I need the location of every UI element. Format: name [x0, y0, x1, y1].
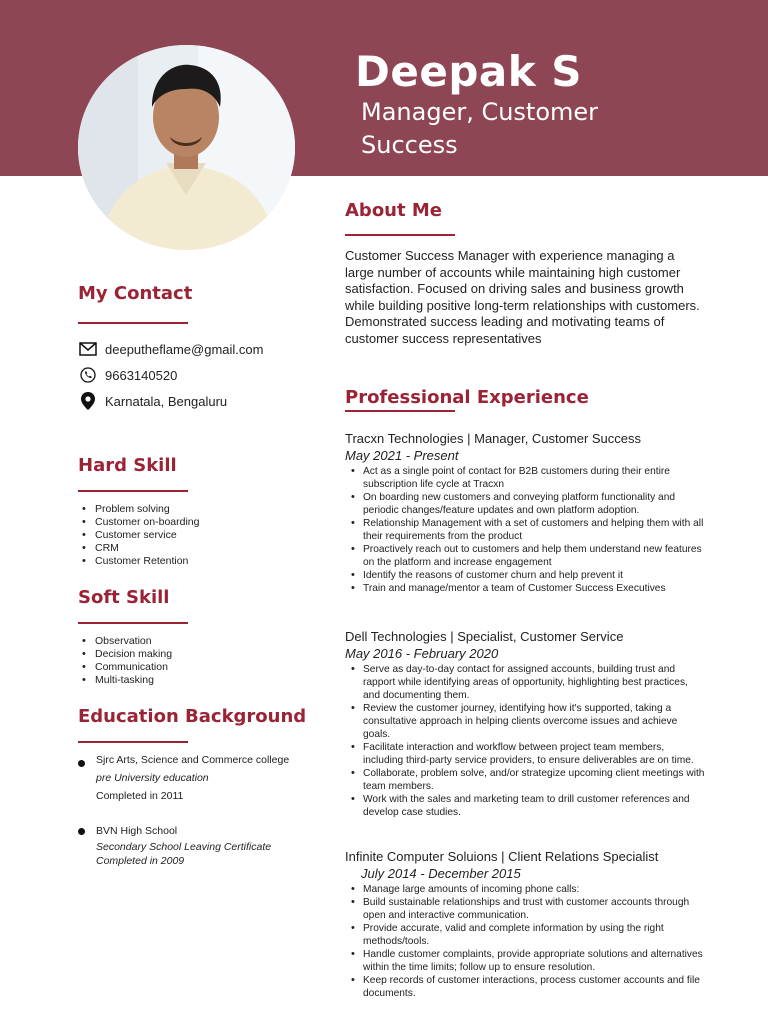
list-item: • Work with the sales and marketing team to drill customer references and develop case studies.: [345, 793, 705, 819]
person-role: Manager, Customer Success: [361, 98, 599, 159]
list-item: • Manage large amounts of incoming phone calls:: [345, 883, 705, 896]
hard-skill-list: [78, 503, 318, 568]
list-item: • Keep records of customer interactions, process customer accounts and file documents.: [345, 974, 705, 1000]
job-title: Infinite Computer Soluions | Client Relations Specialist: [345, 849, 659, 864]
contact-email[interactable]: [78, 339, 263, 359]
job-entry: [345, 848, 705, 1000]
soft-skill-divider: [78, 622, 188, 624]
list-item: • Decision making: [78, 648, 318, 661]
education-divider: [78, 741, 188, 743]
job-title: Tracxn Technologies | Manager, Customer Success: [345, 431, 642, 446]
list-item: • Act as a single point of contact for B2B customers during their entire subscription life cycle at Tracxn: [345, 465, 705, 491]
list-item: • Facilitate interaction and workflow between project team members, including third-party service providers, to ensure deliverables are on time.: [345, 741, 705, 767]
job-entry: [345, 430, 705, 595]
list-item: • On boarding new customers and conveying platform functionality and periodic changes/feature updates and own platform adoption.: [345, 491, 705, 517]
list-item: • Customer service: [78, 529, 318, 542]
list-item: • Provide accurate, valid and complete information by using the right methods/tools.: [345, 922, 705, 948]
school-name: Sjrc Arts, Science and Commerce college: [96, 754, 290, 766]
education-level: Secondary School Leaving Certificate: [96, 841, 272, 853]
job-duties: [345, 465, 705, 595]
list-item: • CRM: [78, 542, 318, 555]
list-item: • Identify the reasons of customer churn and help prevent it: [345, 569, 705, 582]
contact-divider: [78, 322, 188, 324]
contact-phone[interactable]: [78, 365, 177, 385]
experience-heading: Professional Experience: [345, 387, 589, 408]
job-title: Dell Technologies | Specialist, Customer Service: [345, 629, 624, 644]
school-name: BVN High School: [96, 825, 178, 837]
list-item: • Train and manage/mentor a team of Customer Success Executives: [345, 582, 705, 595]
person-name: Deepak S: [355, 47, 583, 96]
list-item: • Communication: [78, 661, 318, 674]
profile-photo-illustration: [78, 45, 295, 250]
education-level: pre University education: [96, 772, 209, 784]
job-duties: [345, 883, 705, 1000]
list-item: • Serve as day-to-day contact for assigned accounts, building trust and rapport while identifying areas of opportunity, highlighting best practices, and documenting them.: [345, 663, 705, 702]
profile-photo: [78, 45, 295, 250]
job-dates: July 2014 - December 2015: [361, 866, 521, 881]
email-text: deeputheflame@gmail.com: [105, 341, 264, 357]
list-item: • Collaborate, problem solve, and/or strategize upcoming client meetings with team members.: [345, 767, 705, 793]
list-item: • Proactively reach out to customers and help them understand new features on the platform and increase engagement: [345, 543, 705, 569]
hard-skill-heading: Hard Skill: [78, 455, 177, 476]
soft-skill-heading: Soft Skill: [78, 587, 170, 608]
list-item: • Customer on-boarding: [78, 516, 318, 529]
experience-divider: [345, 410, 455, 412]
location-pin-icon: [78, 391, 98, 411]
bullet-dot: [78, 760, 85, 767]
hard-skill-divider: [78, 490, 188, 492]
education-entry: [78, 751, 318, 805]
phone-icon: [78, 365, 98, 385]
job-dates: May 2016 - February 2020: [345, 646, 499, 661]
list-item: • Observation: [78, 635, 318, 648]
list-item: • Customer Retention: [78, 555, 318, 568]
list-item: • Relationship Management with a set of customers and helping them with all their requirements from the product: [345, 517, 705, 543]
list-item: • Handle customer complaints, provide appropriate solutions and alternatives within the time limits; follow up to ensure resolution.: [345, 948, 705, 974]
soft-skill-list: [78, 635, 318, 687]
completion-status: Completed in 2009: [96, 855, 185, 867]
location-text: Karnatala, Bengaluru: [105, 393, 228, 409]
job-entry: [345, 628, 705, 819]
bullet-dot: [78, 828, 85, 835]
about-heading: About Me: [345, 200, 442, 221]
contact-heading: My Contact: [78, 283, 193, 304]
phone-text: 9663140520: [105, 367, 178, 383]
job-duties: [345, 663, 705, 819]
list-item: • Multi-tasking: [78, 674, 318, 687]
about-text: Customer Success Manager with experience managing a large number of accounts while maintaining high customer satisfaction. Focused on driving sales and business growth while building positive long-term relationships with customers. Demonstrated success leading and motivating teams of customer success representatives: [345, 248, 700, 346]
education-entry: [78, 822, 318, 868]
list-item: • Build sustainable relationships and trust with customer accounts through open and interactive communication.: [345, 896, 705, 922]
list-item: • Review the customer journey, identifying how it's supported, taking a consultative approach in helping clients overcome issues and achieve goals.: [345, 702, 705, 741]
job-dates: May 2021 - Present: [345, 448, 459, 463]
education-heading: Education Background: [78, 706, 307, 727]
list-item: • Problem solving: [78, 503, 318, 516]
contact-location: [78, 391, 227, 411]
completion-status: Completed in 2011: [96, 790, 184, 802]
about-divider: [345, 234, 455, 236]
mail-icon: [78, 339, 98, 359]
